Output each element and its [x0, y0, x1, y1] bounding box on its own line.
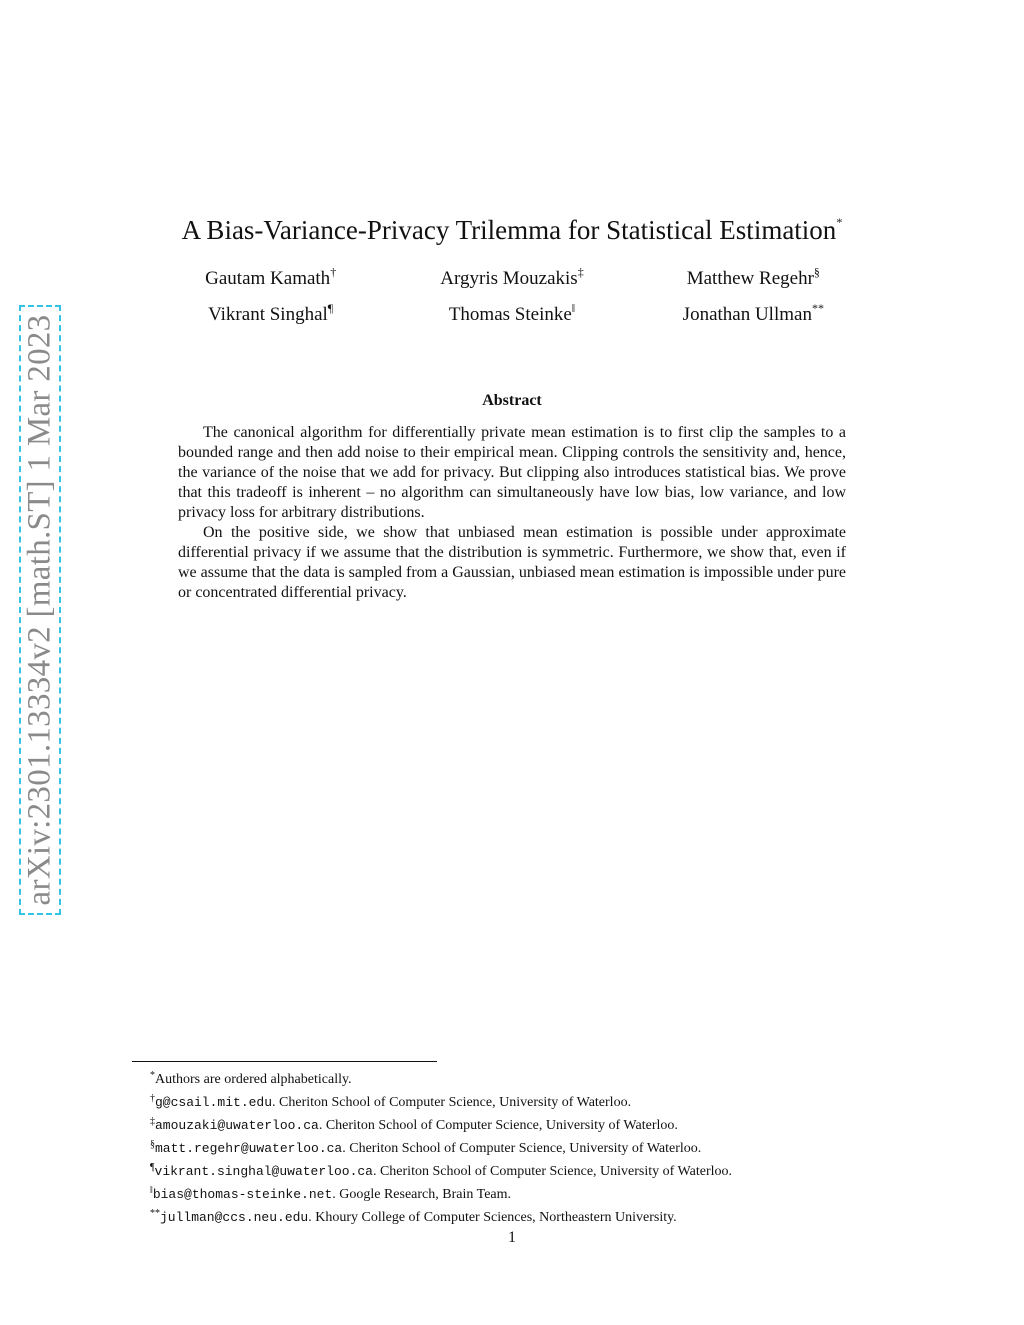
footnotes [150, 1066, 870, 1227]
footnote-mark: ‖ [150, 1185, 153, 1196]
footnote-text: . Google Research, Brain Team. [332, 1187, 512, 1202]
footnote-text: . Cheriton School of Computer Science, University of Waterloo. [342, 1141, 702, 1156]
footnote [150, 1204, 870, 1227]
abstract-body [178, 423, 846, 603]
footnote-text: . Cheriton School of Computer Science, University of Waterloo. [318, 1118, 678, 1133]
abstract-paragraph: The canonical algorithm for differentially private mean estimation is to first clip the samples to a bounded range and then add noise to their empirical mean. Clipping controls the sensitivity and, hence, the variance of the noise that we add for privacy. But clipping also introduces statistical bias. We prove that this tradeoff is inherent – no algorithm can simultaneously have low bias, low variance, and low privacy loss for arbitrary distributions. [178, 424, 846, 521]
arxiv-id: arXiv:2301.13334v2 [math.ST] 1 Mar 2023 [21, 314, 58, 906]
title-text: A Bias-Variance-Privacy Trilemma for Statistical Estimation [181, 215, 837, 246]
footnote-text: Authors are ordered alphabetically. [155, 1072, 352, 1087]
footnote-email: jullman@ccs.neu.edu [160, 1210, 309, 1225]
footnote-email: vikrant.singhal@uwaterloo.ca [154, 1164, 373, 1179]
footnote [150, 1158, 870, 1181]
author-footnote-mark: § [813, 265, 820, 279]
footnote-email: g@csail.mit.edu [155, 1095, 273, 1110]
author-footnote-mark: ¶ [327, 301, 334, 315]
footnote-mark: § [150, 1139, 155, 1150]
author [633, 265, 874, 290]
footnote [150, 1181, 870, 1204]
footnote-text: . Cheriton School of Computer Science, University of Waterloo. [272, 1095, 632, 1110]
author-name: Argyris Mouzakis [440, 268, 578, 289]
footnote-email: amouzaki@uwaterloo.ca [155, 1118, 319, 1133]
footnote-text: . Cheriton School of Computer Science, University of Waterloo. [372, 1164, 733, 1179]
footnote [150, 1135, 870, 1158]
author [391, 265, 632, 290]
author [633, 301, 874, 326]
footnote-mark: * [150, 1070, 155, 1081]
author-name: Thomas Steinke [448, 304, 572, 325]
author-footnote-mark: † [330, 265, 337, 279]
author [391, 301, 632, 326]
footnote [150, 1089, 870, 1112]
author-name: Jonathan Ullman [682, 304, 812, 325]
footnote-mark: ‡ [150, 1116, 155, 1127]
title-footnote-mark: * [836, 215, 843, 230]
footnote-mark: ¶ [150, 1162, 155, 1173]
author-name: Vikrant Singhal [208, 304, 328, 325]
page-number: 1 [508, 1229, 516, 1246]
author-footnote-mark: ‖ [571, 301, 576, 315]
author-footnote-mark: ‡ [577, 265, 584, 279]
author-footnote-mark: ** [811, 301, 824, 315]
author-name: Gautam Kamath [205, 268, 331, 289]
footnote-rule [132, 1061, 437, 1062]
footnote-mark: † [150, 1093, 155, 1104]
footnote-email: bias@thomas-steinke.net [152, 1187, 333, 1202]
paper-title [0, 215, 1024, 246]
author-list [150, 265, 874, 326]
footnote-email: matt.regehr@uwaterloo.ca [155, 1141, 343, 1156]
abstract-heading: Abstract [482, 392, 542, 409]
author [150, 301, 391, 326]
footnote [150, 1066, 870, 1089]
footnote-mark: ** [150, 1208, 160, 1219]
footnote [150, 1112, 870, 1135]
footnote-text: . Khoury College of Computer Sciences, Northeastern University. [308, 1210, 677, 1225]
author-name: Matthew Regehr [686, 268, 814, 289]
abstract-paragraph: On the positive side, we show that unbiased mean estimation is possible under approximate differential privacy if we assume that the distribution is symmetric. Furthermore, we show that, even if we assume that the data is sampled from a Gaussian, unbiased mean estimation is impossible under pure or concentrated differential privacy. [178, 524, 846, 601]
author [150, 265, 391, 290]
